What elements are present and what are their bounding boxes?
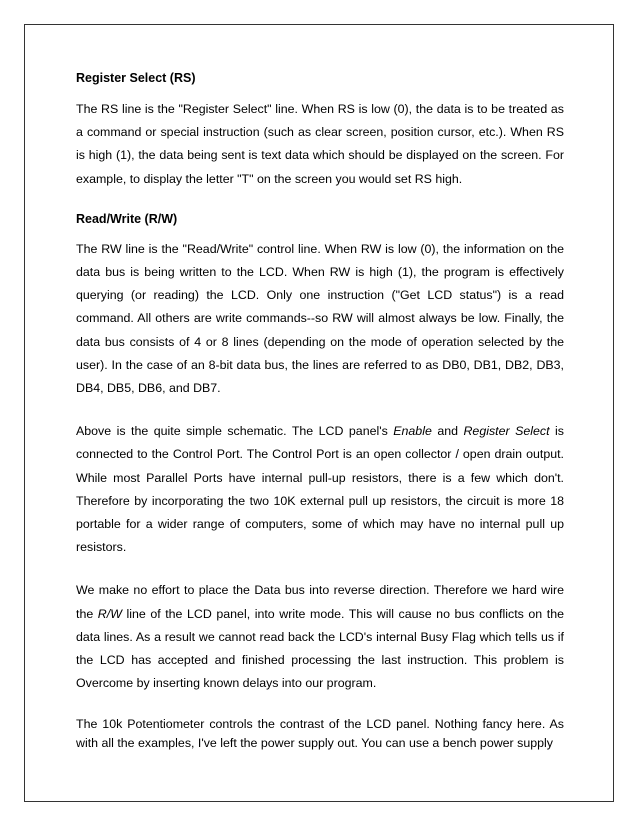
schematic-text-2: and <box>431 424 464 439</box>
section-heading-read-write: Read/Write (R/W) <box>76 211 178 226</box>
databus-text-1: We make no effort to place the Data bus into reverse direction. Therefore we hard wire the <box>76 583 564 621</box>
schematic-emphasis-enable: Enable <box>393 424 432 439</box>
schematic-text-3: is connected to the Control Port. The Control Port is an open collector / open drain output. While most Parallel Ports have internal pull-up resistors, there is a few which don't. Therefore by incorporating the two 10K external pull up resistors, the circuit is more 18 portable for a wider range of computers, some of which may have no internal pull up resistors. <box>76 424 564 555</box>
paragraph-read-write: The RW line is the "Read/Write" control line. When RW is low (0), the information on the data bus is being written to the LCD. When RW is high (1), the program is effectively querying (or reading) the LCD. Only one instruction ("Get LCD status") is a read command. All others are write commands--so RW will almost always be low. Finally, the data bus consists of 4 or 8 lines (depending on the mode of operation selected by the user). In the case of an 8-bit data bus, the lines are referred to as DB0, DB1, DB2, DB3, DB4, DB5, DB6, and DB7. <box>76 241 564 396</box>
document-body <box>76 70 564 753</box>
paragraph-schematic <box>76 420 564 559</box>
paragraph-data-bus <box>76 579 564 695</box>
databus-text-2: line of the LCD panel, into write mode. This will cause no bus conflicts on the data lines. As a result we cannot read back the LCD's internal Busy Flag which tells us if the LCD has accepted and finished processing the last instruction. This problem is Overcome by inserting known delays into our program. <box>76 606 564 691</box>
schematic-text-1: Above is the quite simple schematic. The LCD panel's <box>76 424 394 439</box>
paragraph-register-select: The RS line is the "Register Select" line. When RS is low (0), the data is to be treated as a command or special instruction (such as clear screen, position cursor, etc.). When RS is high (1), the data being sent is text data which should be displayed on the screen. For example, to display the letter "T" on the screen you would set RS high. <box>76 102 564 186</box>
paragraph-potentiometer: The 10k Potentiometer controls the contrast of the LCD panel. Nothing fancy here. As with all the examples, I've left the power supply out. You can use a bench power supply <box>76 717 564 751</box>
schematic-emphasis-register-select: Register Select <box>463 424 550 439</box>
section-heading-register-select: Register Select (RS) <box>76 71 196 85</box>
databus-emphasis-rw: R/W <box>97 606 122 621</box>
